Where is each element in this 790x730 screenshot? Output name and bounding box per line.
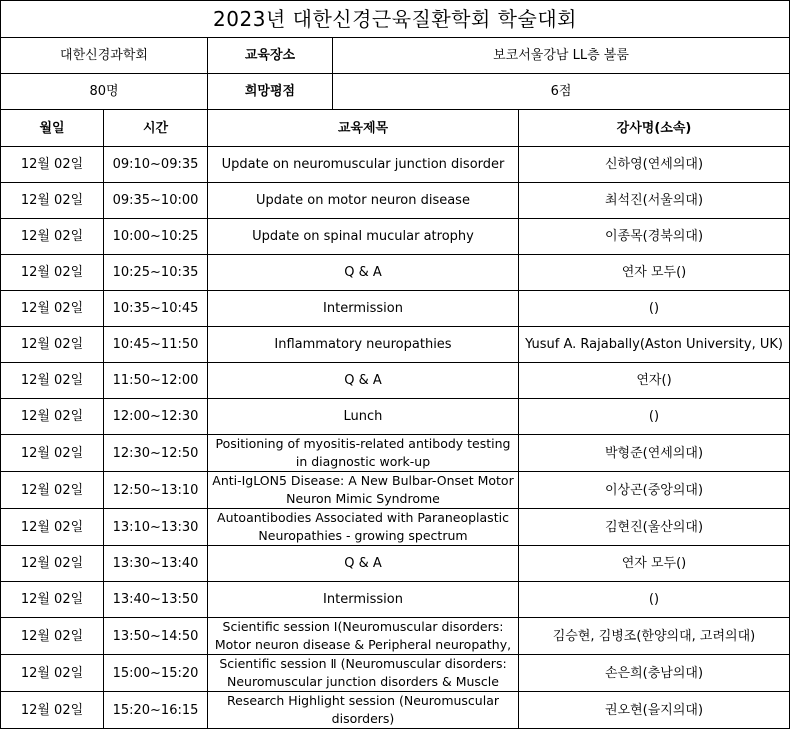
row-speaker: 권오현(을지의대) — [519, 692, 790, 729]
row-speaker: () — [519, 291, 790, 327]
row-time: 12:00~12:30 — [104, 399, 208, 435]
row-title: Q & A — [208, 363, 519, 399]
table-row — [1, 291, 790, 327]
row-time: 15:00~15:20 — [104, 655, 208, 692]
row-title: Autoantibodies Associated with Paraneoplastic Neuropathies - growing spectrum — [208, 509, 519, 546]
row-date: 12월 02일 — [1, 546, 104, 582]
row-date: 12월 02일 — [1, 509, 104, 546]
table-row — [1, 655, 790, 692]
row-title: Intermission — [208, 291, 519, 327]
score: 6점 — [333, 74, 790, 110]
row-speaker: 김현진(울산의대) — [519, 509, 790, 546]
venue-label: 교육장소 — [208, 38, 333, 74]
row-time: 12:50~13:10 — [104, 472, 208, 509]
table-row — [1, 435, 790, 472]
row-title: Inflammatory neuropathies — [208, 327, 519, 363]
row-time: 13:40~13:50 — [104, 582, 208, 618]
row-title: Research Highlight session (Neuromuscular disorders) — [208, 692, 519, 729]
row-date: 12월 02일 — [1, 582, 104, 618]
row-speaker: () — [519, 582, 790, 618]
table-row — [1, 327, 790, 363]
row-title: Scientific session Ⅱ (Neuromuscular disorders: Neuromuscular junction disorders & Muscle — [208, 655, 519, 692]
table-row — [1, 363, 790, 399]
row-speaker: 박형준(연세의대) — [519, 435, 790, 472]
table-row — [1, 183, 790, 219]
row-title: Update on spinal mucular atrophy — [208, 219, 519, 255]
row-date: 12월 02일 — [1, 692, 104, 729]
table-row — [1, 692, 790, 729]
header-speaker: 강사명(소속) — [519, 110, 790, 147]
row-time: 10:45~11:50 — [104, 327, 208, 363]
row-date: 12월 02일 — [1, 472, 104, 509]
row-time: 10:35~10:45 — [104, 291, 208, 327]
row-title: Intermission — [208, 582, 519, 618]
row-title: Positioning of myositis-related antibody testing in diagnostic work-up — [208, 435, 519, 472]
organizer: 대한신경과학회 — [1, 38, 208, 74]
header-title: 교육제목 — [208, 110, 519, 147]
row-speaker: () — [519, 399, 790, 435]
row-speaker: 연자 모두() — [519, 546, 790, 582]
table-row — [1, 147, 790, 183]
capacity: 80명 — [1, 74, 208, 110]
table-row — [1, 509, 790, 546]
row-speaker: 신하영(연세의대) — [519, 147, 790, 183]
row-speaker: 김승현, 김병조(한양의대, 고려의대) — [519, 618, 790, 655]
row-date: 12월 02일 — [1, 255, 104, 291]
row-date: 12월 02일 — [1, 435, 104, 472]
row-date: 12월 02일 — [1, 327, 104, 363]
row-title: Update on neuromuscular junction disorder — [208, 147, 519, 183]
row-time: 12:30~12:50 — [104, 435, 208, 472]
row-date: 12월 02일 — [1, 618, 104, 655]
row-date: 12월 02일 — [1, 655, 104, 692]
row-speaker: 이종목(경북의대) — [519, 219, 790, 255]
table-row — [1, 399, 790, 435]
row-speaker: Yusuf A. Rajabally(Aston University, UK) — [519, 327, 790, 363]
row-time: 10:25~10:35 — [104, 255, 208, 291]
row-speaker: 손은희(충남의대) — [519, 655, 790, 692]
row-title: Update on motor neuron disease — [208, 183, 519, 219]
row-date: 12월 02일 — [1, 147, 104, 183]
row-time: 13:50~14:50 — [104, 618, 208, 655]
header-time: 시간 — [104, 110, 208, 147]
row-speaker: 이상곤(중앙의대) — [519, 472, 790, 509]
row-date: 12월 02일 — [1, 183, 104, 219]
row-time: 10:00~10:25 — [104, 219, 208, 255]
score-label: 희망평점 — [208, 74, 333, 110]
row-speaker: 최석진(서울의대) — [519, 183, 790, 219]
row-date: 12월 02일 — [1, 291, 104, 327]
table-row — [1, 582, 790, 618]
row-speaker: 연자 모두() — [519, 255, 790, 291]
venue: 보코서울강남 LL층 볼룸 — [333, 38, 790, 74]
row-speaker: 연자() — [519, 363, 790, 399]
row-time: 13:10~13:30 — [104, 509, 208, 546]
header-date: 월일 — [1, 110, 104, 147]
document-title: 2023년 대한신경근육질환학회 학술대회 — [1, 1, 790, 38]
row-title: Q & A — [208, 255, 519, 291]
row-title: Lunch — [208, 399, 519, 435]
table-row — [1, 472, 790, 509]
row-title: Q & A — [208, 546, 519, 582]
row-title: Anti-IgLON5 Disease: A New Bulbar-Onset Motor Neuron Mimic Syndrome — [208, 472, 519, 509]
table-row — [1, 255, 790, 291]
table-row — [1, 219, 790, 255]
row-date: 12월 02일 — [1, 219, 104, 255]
row-date: 12월 02일 — [1, 363, 104, 399]
row-time: 15:20~16:15 — [104, 692, 208, 729]
table-row — [1, 546, 790, 582]
row-date: 12월 02일 — [1, 399, 104, 435]
row-time: 13:30~13:40 — [104, 546, 208, 582]
table-row — [1, 618, 790, 655]
row-time: 09:10~09:35 — [104, 147, 208, 183]
row-time: 11:50~12:00 — [104, 363, 208, 399]
row-title: Scientific session Ⅰ(Neuromuscular disorders: Motor neuron disease & Peripheral neuropathy, — [208, 618, 519, 655]
row-time: 09:35~10:00 — [104, 183, 208, 219]
